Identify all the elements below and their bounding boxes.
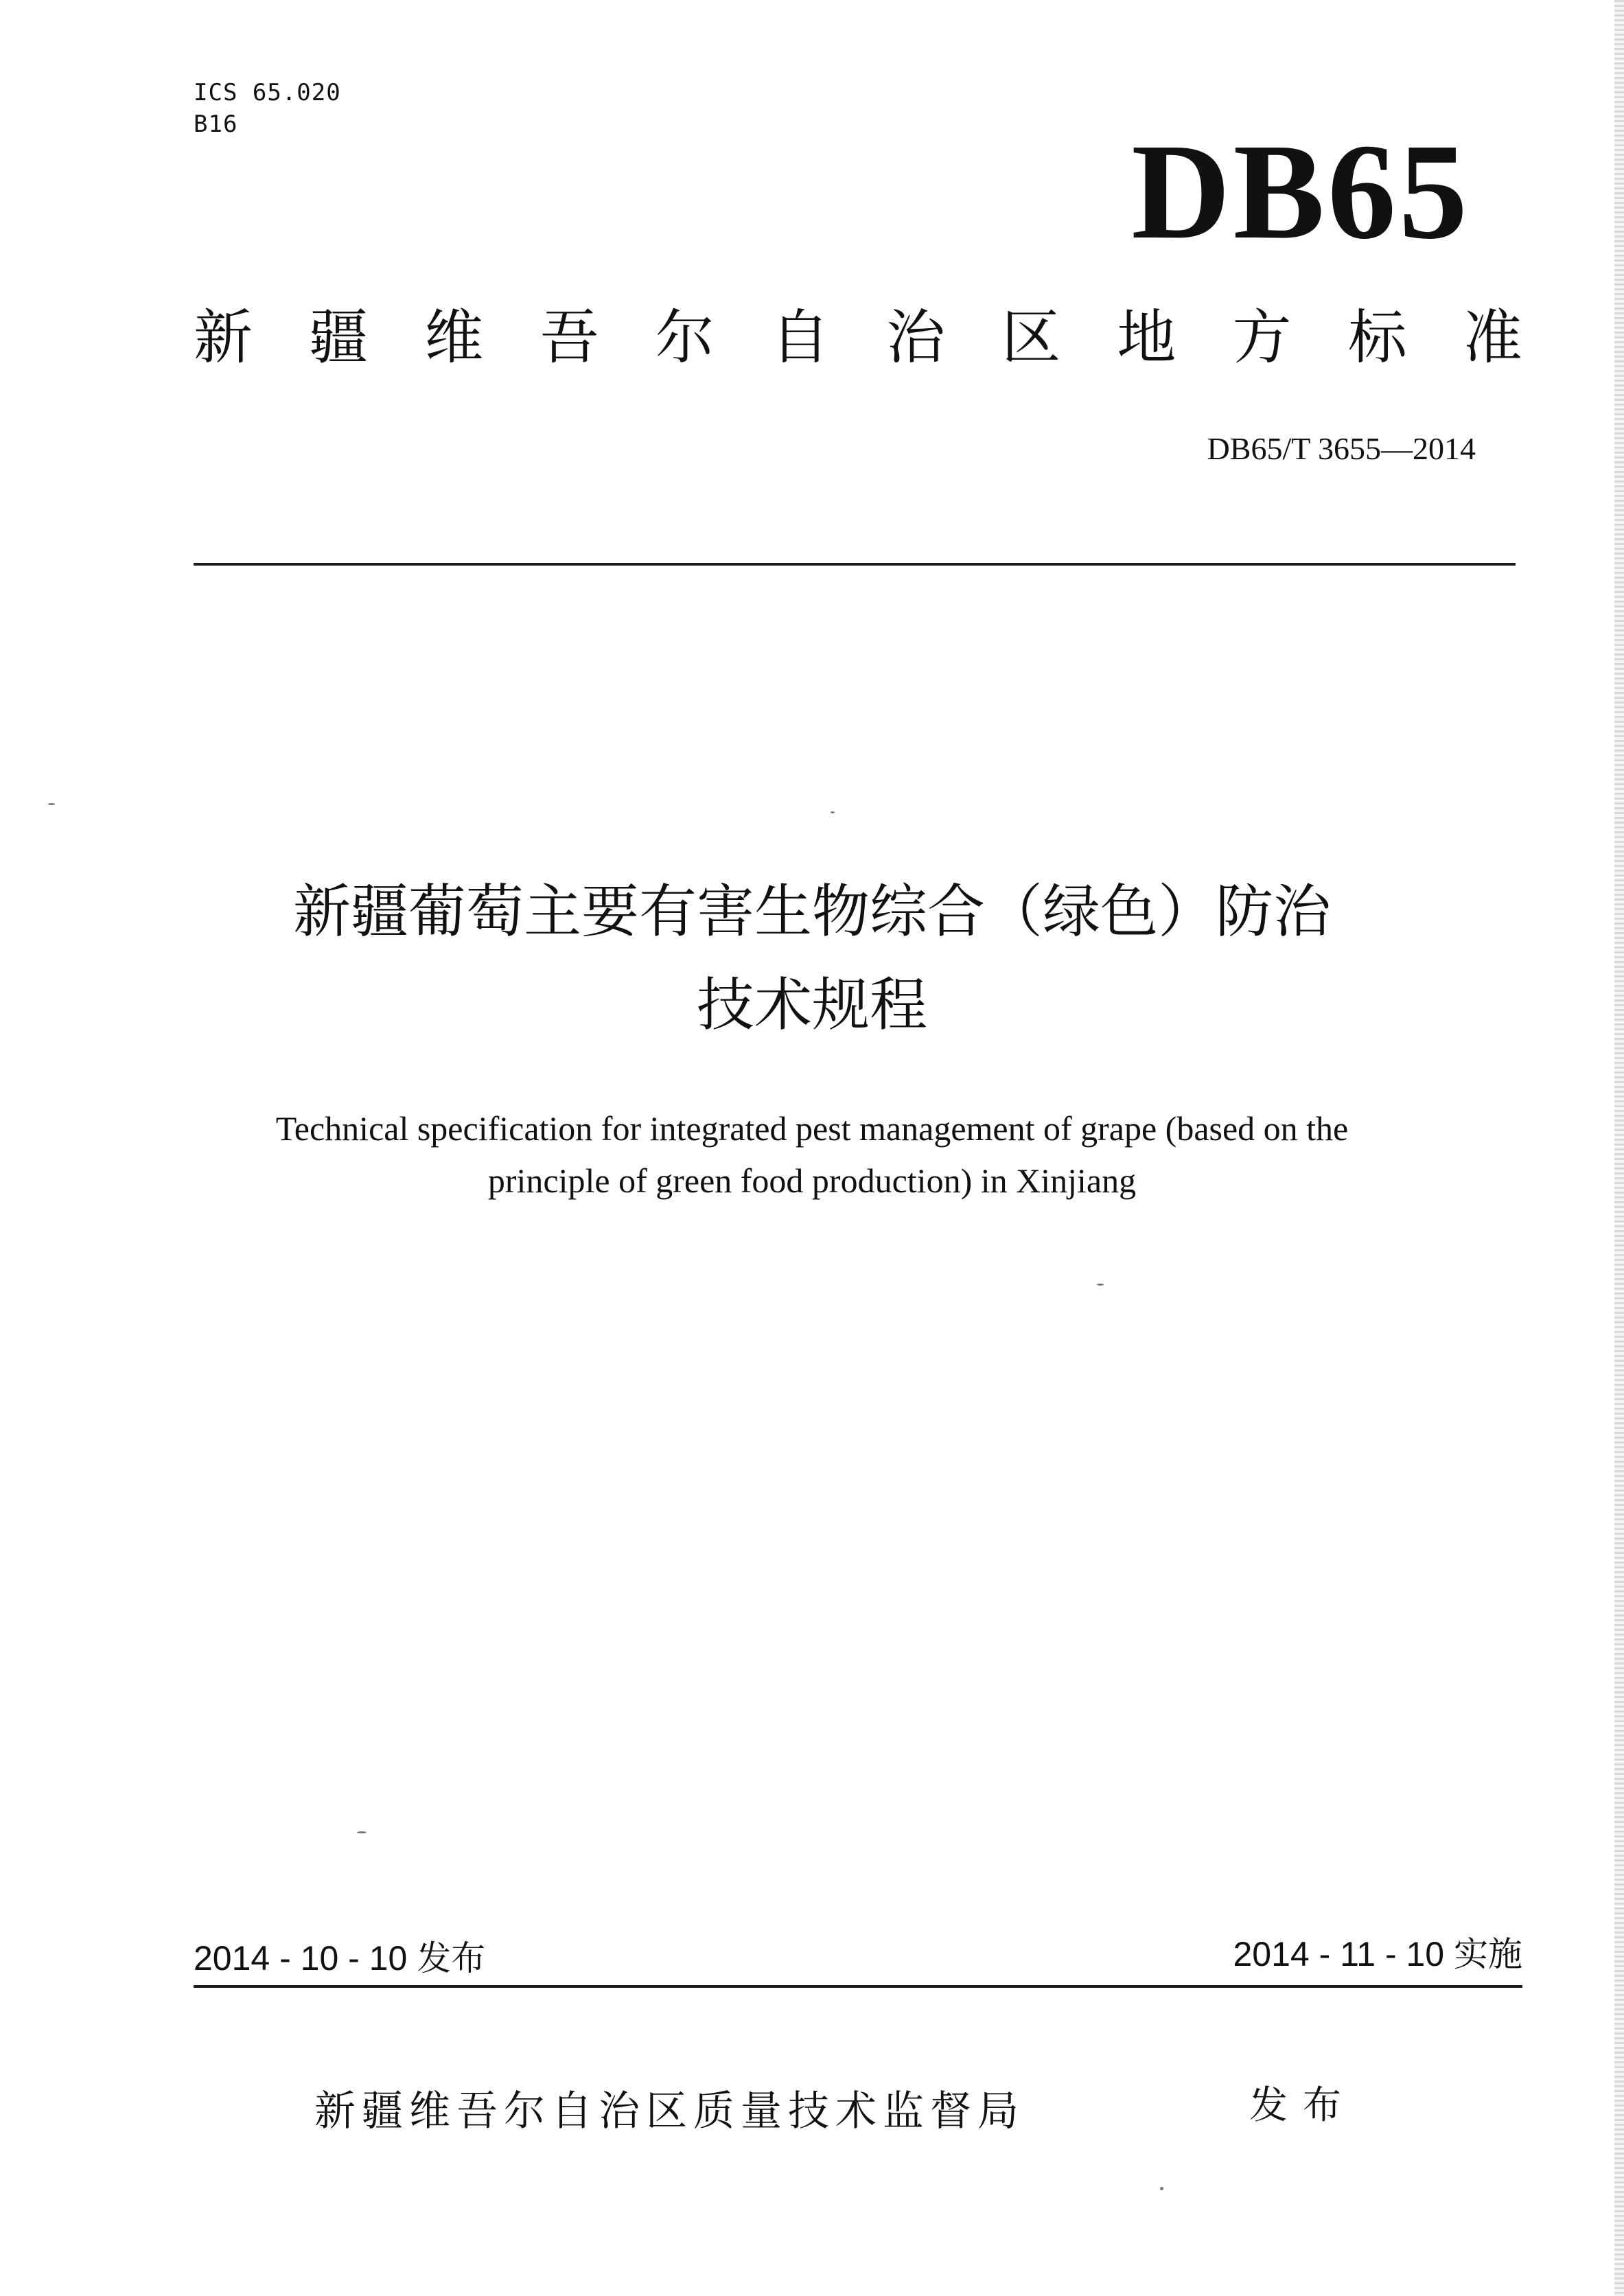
standard-type-char: 维 (424, 303, 484, 372)
standard-type-char: 治 (886, 303, 946, 372)
english-title-line: Technical specification for integrated pest management of grape (based on the (275, 1109, 1349, 1148)
db65-logo: DB65 (1131, 116, 1470, 268)
ccs-code: B16 (194, 111, 238, 138)
scan-speck (357, 1831, 367, 1833)
chinese-title-line: 技术规程 (696, 971, 927, 1039)
issue-date: 2014 - 10 - 10 发布 (194, 1939, 486, 1978)
standard-type-heading (194, 303, 1522, 372)
chinese-title-line: 新疆葡萄主要有害生物综合（绿色）防治 (292, 878, 1331, 945)
english-title-line: principle of green food production) in Xinjiang (487, 1161, 1137, 1200)
scan-speck (48, 803, 55, 805)
implementation-date: 2014 - 11 - 10 实施 (1233, 1935, 1522, 1973)
issuing-authority: 新疆维吾尔自治区质量技术监督局 (314, 2087, 1025, 2135)
scanned-page-edge (1614, 0, 1624, 2296)
standard-type-char: 地 (1117, 303, 1176, 372)
ics-code: ICS 65.020 (194, 79, 341, 106)
header-divider (194, 563, 1516, 566)
scan-speck (1160, 2187, 1163, 2190)
standard-type-char: 方 (1232, 303, 1292, 372)
standard-type-char: 吾 (540, 303, 599, 372)
standard-type-char: 尔 (655, 303, 715, 372)
standard-type-char: 新 (194, 303, 253, 372)
standard-type-char: 自 (770, 303, 830, 372)
classification-codes (194, 77, 341, 140)
standard-type-char: 标 (1347, 303, 1407, 372)
chinese-title (103, 865, 1521, 1052)
publish-label: 发布 (1249, 2083, 1356, 2128)
scan-speck (1097, 1284, 1104, 1286)
scan-speck (831, 811, 835, 813)
footer-divider (194, 1985, 1522, 1988)
standard-type-char: 准 (1463, 303, 1522, 372)
standard-type-char: 区 (1001, 303, 1061, 372)
english-title (103, 1102, 1521, 1207)
standard-number: DB65/T 3655—2014 (1207, 431, 1476, 466)
standard-type-char: 疆 (309, 303, 369, 372)
